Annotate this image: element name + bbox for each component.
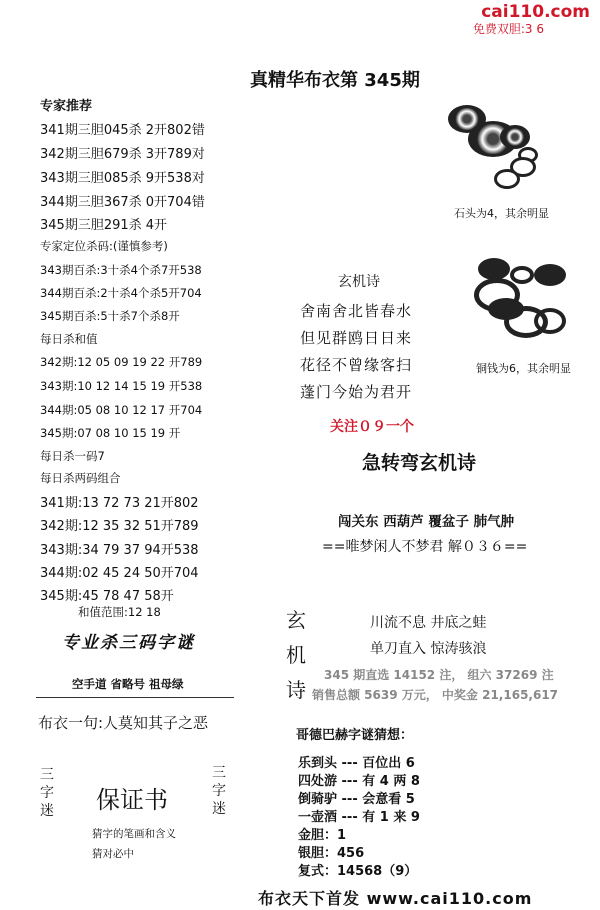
expert-row: 341期三胆045杀 2开802错	[40, 123, 205, 138]
poem-line: 但见群鸥日日来	[300, 329, 413, 347]
position-kill-row: 345期百杀:5十杀7个杀8开	[40, 309, 180, 323]
compound-bet: 复式：14568（9）	[298, 864, 418, 879]
xuanji-line: 单刀直入 惊涛骇浪	[370, 641, 487, 657]
dream-line: ==唯梦闲人不梦君 解０３６==	[322, 539, 528, 555]
poem-line: 舍南舍北皆春水	[300, 302, 413, 320]
riddle-title: 专业杀三码字谜	[62, 633, 195, 653]
position-kill-heading: 专家定位杀码:(谨慎参考)	[40, 239, 168, 253]
guarantee-line: 猜对必中	[92, 848, 134, 860]
gold-dan: 金胆：1	[298, 828, 347, 843]
combo-row: 342期:12 35 32 51开789	[40, 519, 199, 534]
three-word-riddle-tag-left: 三字迷	[40, 767, 54, 819]
stones-picture	[440, 95, 550, 195]
footer-banner[interactable]: 布衣天下首发 www.cai110.com	[258, 889, 533, 908]
poem-line: 蓬门今始为君开	[300, 383, 413, 401]
goldbach-row: 一壶酒 --- 有 1 来 9	[298, 810, 420, 825]
expert-row: 345期三胆291杀 4开	[40, 218, 168, 233]
expert-row: 344期三胆367杀 0开704错	[40, 195, 205, 210]
xuanji-line: 川流不息 井底之蛙	[370, 615, 487, 631]
sum-range: 和值范围:12 18	[78, 605, 161, 619]
expert-row: 343期三胆085杀 9开538对	[40, 171, 205, 186]
four-words-line: 闯关东 西葫芦 覆盆子 肺气肿	[338, 514, 515, 530]
xuanji-vertical-char: 玄	[286, 608, 306, 632]
poem-heading: 玄机诗	[338, 274, 380, 290]
brain-teaser-heading: 急转弯玄机诗	[362, 452, 477, 474]
guarantee-title: 保证书	[96, 786, 168, 814]
position-kill-row: 344期百杀:2十杀4个杀5开704	[40, 286, 202, 300]
riddle-line: 空手道 省略号 祖母绿	[72, 677, 184, 691]
three-word-riddle-tag-right: 三字迷	[212, 765, 226, 817]
sum-kill-heading: 每日杀和值	[40, 332, 98, 346]
combo-heading: 每日杀两码组合	[40, 471, 121, 485]
sum-kill-row: 343期:10 12 14 15 19 开538	[40, 379, 203, 393]
xuanji-vertical-char: 机	[286, 643, 306, 667]
combo-row: 344期:02 45 24 50开704	[40, 566, 199, 581]
stone-caption: 石头为4，其余明显	[454, 207, 549, 220]
combo-row: 341期:13 72 73 21开802	[40, 496, 199, 511]
sum-kill-row: 345期:07 08 10 15 19 开	[40, 426, 181, 440]
sum-kill-row: 342期:12 05 09 19 22 开789	[40, 355, 203, 369]
sales-stats: 345 期直选 14152 注， 组六 37269 注	[324, 668, 554, 682]
proverb-line: 布衣一句:人莫知其子之恶	[38, 714, 209, 732]
coins-picture	[470, 248, 580, 348]
follow-line: 关注０９一个	[330, 419, 414, 435]
site-logo[interactable]: cai110.com	[481, 2, 590, 22]
coin-caption: 铜钱为6，其余明显	[476, 362, 571, 375]
expert-heading: 专家推荐	[40, 99, 93, 114]
free-double-text: 免费双胆:3 6	[472, 22, 544, 36]
poem-line: 花径不曾缘客扫	[300, 356, 413, 374]
combo-row: 343期:34 79 37 94开538	[40, 543, 199, 558]
guarantee-line: 猜字的笔画和含义	[92, 828, 176, 840]
expert-row: 342期三胆679杀 3开789对	[40, 147, 205, 162]
sum-kill-row: 344期:05 08 10 12 17 开704	[40, 403, 203, 417]
goldbach-row: 四处游 --- 有 4 两 8	[298, 774, 420, 789]
silver-dan: 银胆：456	[298, 846, 365, 861]
goldbach-row: 乐到头 --- 百位出 6	[298, 756, 415, 771]
kill-one-code: 每日杀一码7	[40, 449, 105, 463]
divider	[36, 697, 234, 698]
position-kill-row: 343期百杀:3十杀4个杀7开538	[40, 263, 202, 277]
goldbach-row: 倒骑驴 --- 会意看 5	[298, 792, 415, 807]
combo-row: 345期:45 78 47 58开	[40, 589, 174, 604]
goldbach-heading: 哥德巴赫字谜猜想：	[296, 728, 414, 743]
sales-stats: 销售总额 5639 万元， 中奖金 21,165,617	[312, 688, 559, 702]
page-title: 真精华布衣第 345期	[250, 70, 420, 91]
xuanji-vertical-char: 诗	[286, 678, 306, 702]
